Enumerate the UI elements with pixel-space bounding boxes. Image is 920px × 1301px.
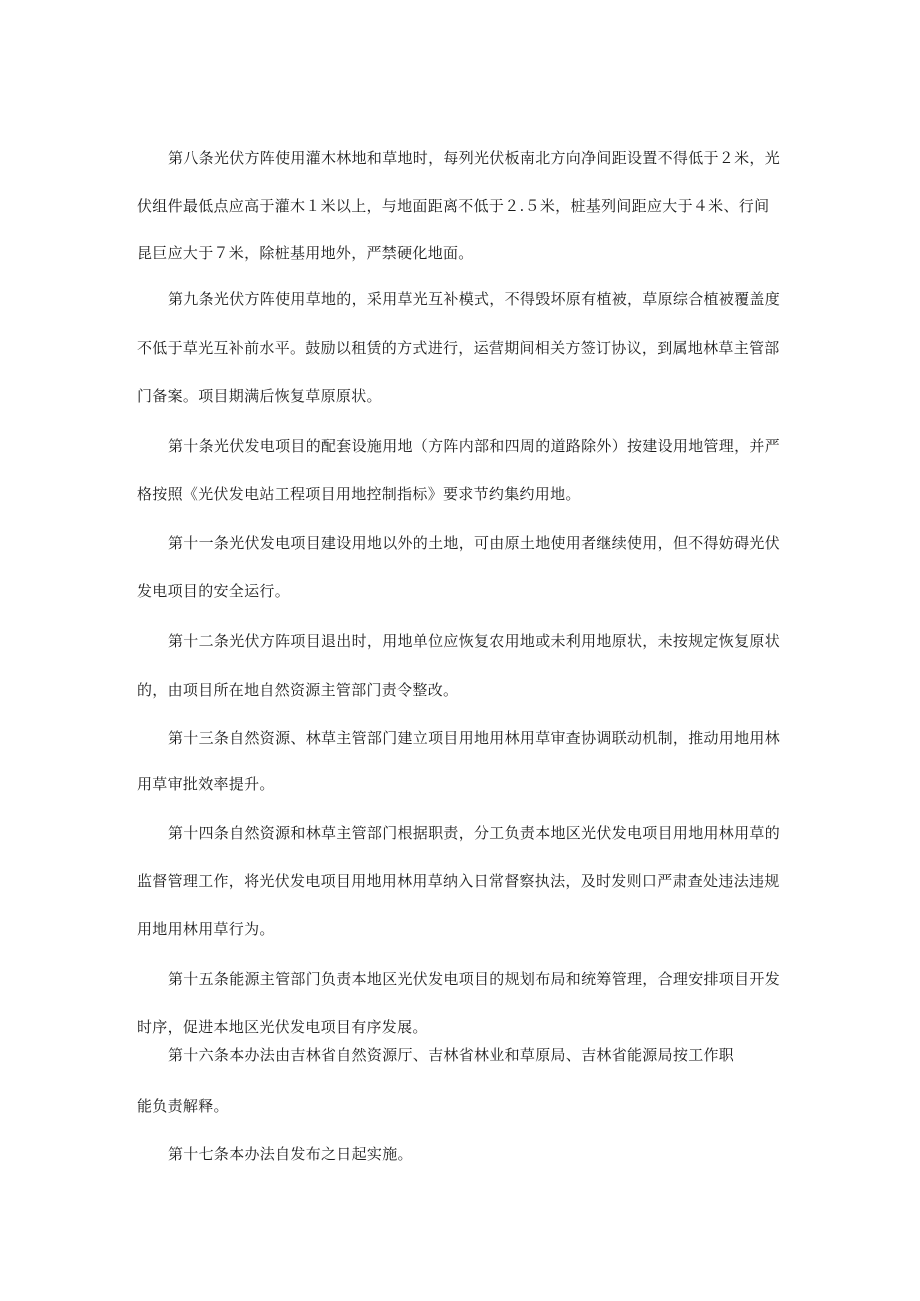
- article-8-line-1: 第八条光伏方阵使用灌木林地和草地时，每列光伏板南北方向净间距设置不得低于２米，光: [168, 149, 781, 167]
- article-13-line-2: 用草审批效率提升。: [137, 775, 275, 793]
- article-9-line-1: 第九条光伏方阵使用草地的，采用草光互补模式，不得毁坏原有植被，草原综合植被覆盖度: [168, 290, 781, 308]
- article-15-line-2: 时序，促进本地区光伏发电项目有序发展。: [137, 1018, 428, 1036]
- article-16-line-2: 能负责解释。: [137, 1097, 229, 1115]
- article-10-line-1: 第十条光伏发电项目的配套设施用地（方阵内部和四周的道路除外）按建设用地管理，并严: [168, 437, 781, 455]
- article-10-line-2: 格按照《光伏发电站工程项目用地控制指标》要求节约集约用地。: [137, 485, 581, 503]
- article-17-line-1: 第十七条本办法自发布之日起实施。: [168, 1145, 413, 1163]
- article-16-line-1: 第十六条本办法由吉林省自然资源厅、吉林省林业和草原局、吉林省能源局按工作职: [168, 1046, 735, 1064]
- article-8-line-2: 伏组件最低点应高于灌木１米以上，与地面距离不低于２.５米，桩基列间距应大于４米、行间: [137, 197, 770, 215]
- article-11-line-2: 发电项目的安全运行。: [137, 582, 291, 600]
- article-15-line-1: 第十五条能源主管部门负责本地区光伏发电项目的规划布局和统筹管理，合理安排项目开发: [168, 970, 781, 988]
- article-9-line-2: 不低于草光互补前水平。鼓励以租赁的方式进行，运营期间相关方签订协议，到属地林草主管部: [137, 339, 780, 357]
- article-14-line-2: 监督管理工作，将光伏发电项目用地用林用草纳入日常督察执法，及时发则口严肃查处违法违规: [137, 872, 780, 890]
- article-9-line-3: 门备案。项目期满后恢复草原原状。: [137, 387, 382, 405]
- article-12-line-1: 第十二条光伏方阵项目退出时，用地单位应恢复农用地或未利用地原状，未按规定恢复原状: [168, 632, 781, 650]
- article-11-line-1: 第十一条光伏发电项目建设用地以外的土地，可由原土地使用者继续使用，但不得妨碍光伏: [168, 534, 781, 552]
- article-13-line-1: 第十三条自然资源、林草主管部门建立项目用地用林用草审查协调联动机制，推动用地用林: [168, 729, 781, 747]
- article-8-line-3: 昆巨应大于７米，除桩基用地外，严禁硬化地面。: [137, 244, 474, 262]
- article-14-line-1: 第十四条自然资源和林草主管部门根据职责，分工负责本地区光伏发电项目用地用林用草的: [168, 824, 781, 842]
- article-12-line-2: 的，由项目所在地自然资源主管部门责令整改。: [137, 681, 459, 699]
- article-14-line-3: 用地用林用草行为。: [137, 920, 275, 938]
